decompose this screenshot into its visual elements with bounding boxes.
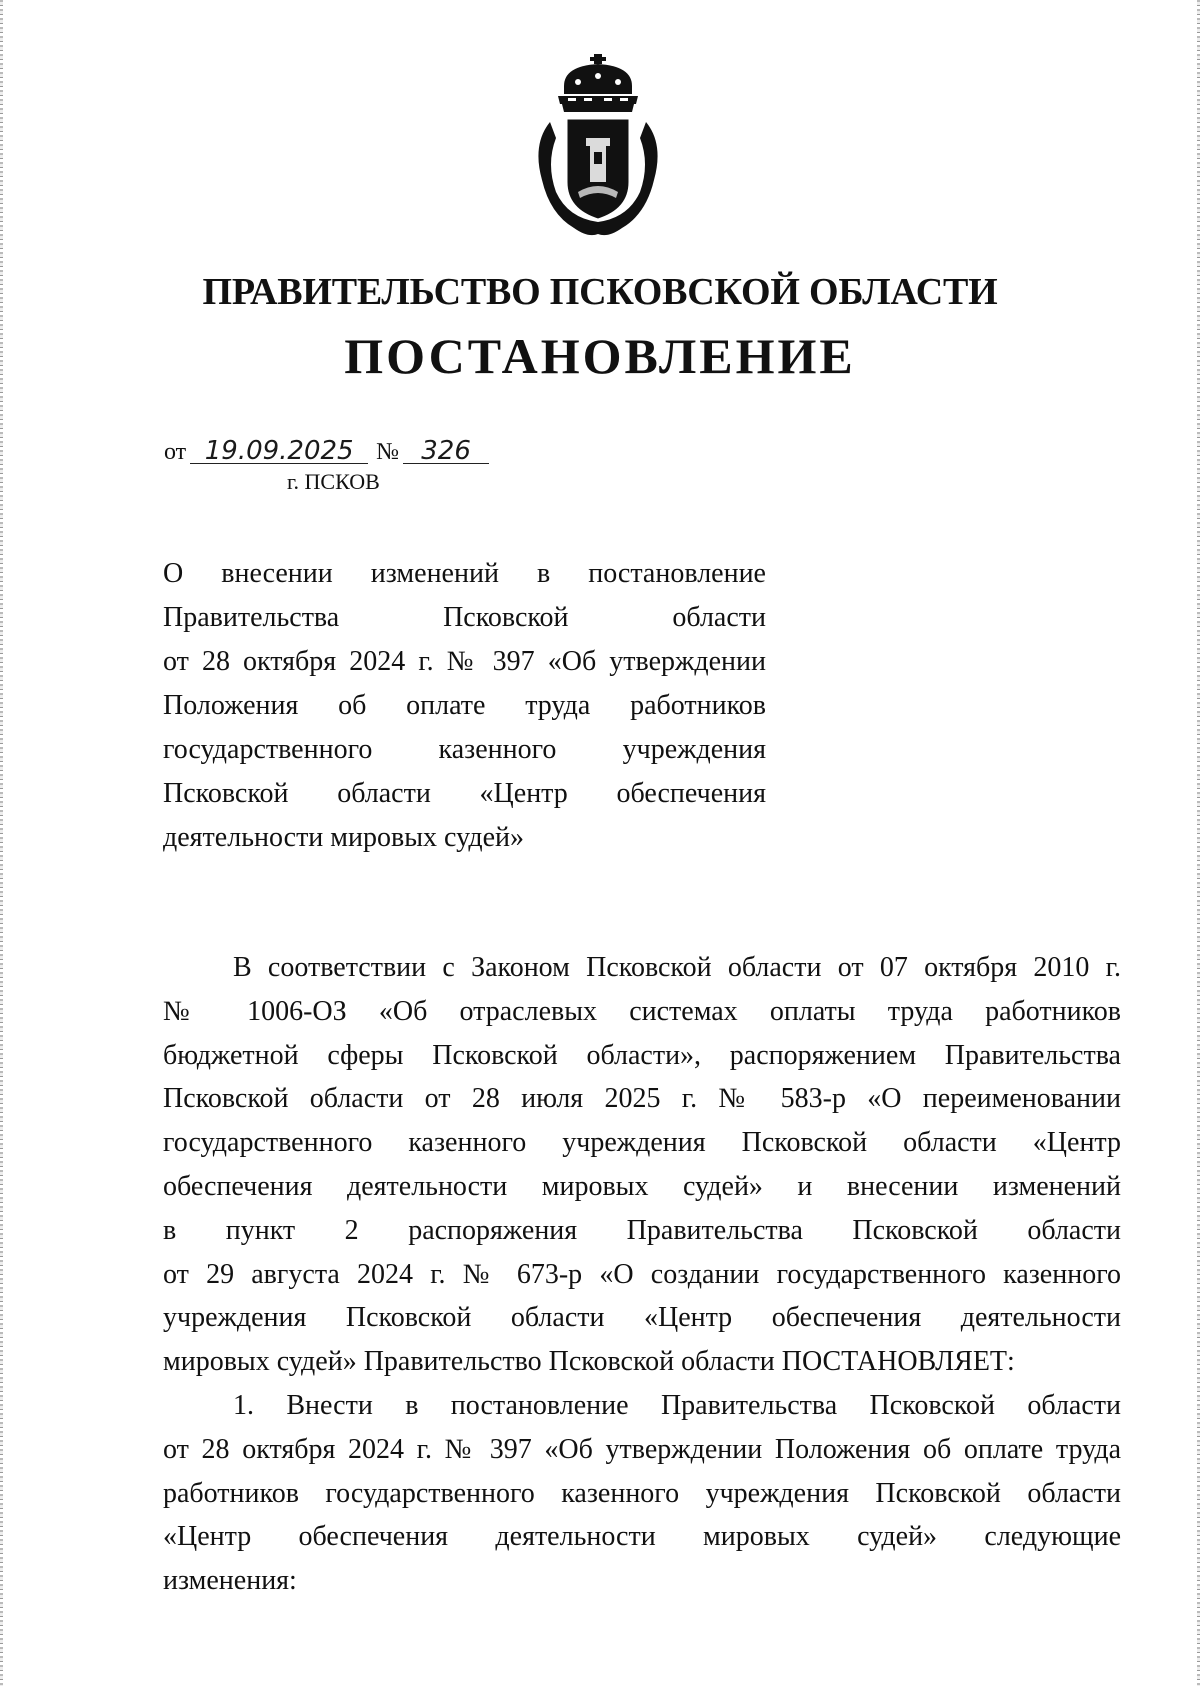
body-line: В соответствии с Законом Псковской области от 07 октября 2010 г. (233, 952, 1121, 983)
body-line: 1. Внести в постановление Правительства Псковской области (233, 1389, 1121, 1421)
body-line: в пункт 2 распоряжения Правительства Псковской области (163, 1214, 1121, 1246)
body-line: № 1006-ОЗ «Об отраслевых системах оплаты труда работников (163, 995, 1121, 1027)
document-type-title: ПОСТАНОВЛЕНИЕ (344, 328, 856, 384)
handwritten-date: 19.09.2025 (190, 439, 368, 464)
date-prefix: от (164, 439, 187, 465)
organization-title: ПРАВИТЕЛЬСТВО ПСКОВСКОЙ ОБЛАСТИ (202, 271, 998, 313)
subject-line: Псковской области «Центр обеспечения (163, 778, 766, 809)
document-body (163, 946, 1121, 1603)
body-line: работников государственного казенного учреждения Псковской области (163, 1477, 1121, 1509)
handwritten-number: 326 (403, 439, 489, 464)
body-line: бюджетной сферы Псковской области», распоряжением Правительства (163, 1039, 1121, 1071)
body-line: мировых судей» Правительство Псковской области ПОСТАНОВЛЯЕТ: (163, 1346, 1015, 1378)
city-label: г. ПСКОВ (287, 469, 380, 494)
body-line: «Центр обеспечения деятельности мировых судей» следующие (163, 1521, 1121, 1553)
subject-line: деятельности мировых судей» (163, 822, 524, 853)
body-line: от 29 августа 2024 г. № 673-р «О создании государственного казенного (163, 1258, 1121, 1290)
body-line: Псковской области от 28 июля 2025 г. № 583-р «О переименовании (163, 1083, 1121, 1115)
date-number-line (164, 436, 489, 466)
subject-line: О внесении изменений в постановление (163, 558, 766, 589)
number-prefix: № (376, 439, 400, 465)
coat-of-arms-emblem (528, 52, 668, 242)
document-subject (163, 552, 766, 860)
subject-line: Положения об оплате труда работников (163, 690, 766, 721)
body-line: государственного казенного учреждения Псковской области «Центр (163, 1127, 1121, 1159)
subject-line: от 28 октября 2024 г. № 397 «Об утверждении (163, 646, 766, 677)
scan-edge-left (0, 0, 3, 1686)
subject-line: Правительства Псковской области (163, 602, 766, 633)
body-line: учреждения Псковской области «Центр обеспечения деятельности (163, 1302, 1121, 1334)
body-line: от 28 октября 2024 г. № 397 «Об утверждении Положения об оплате труда (163, 1433, 1121, 1465)
subject-line: государственного казенного учреждения (163, 734, 766, 765)
body-line: обеспечения деятельности мировых судей» и внесении изменений (163, 1170, 1121, 1202)
body-line: изменения: (163, 1565, 297, 1597)
